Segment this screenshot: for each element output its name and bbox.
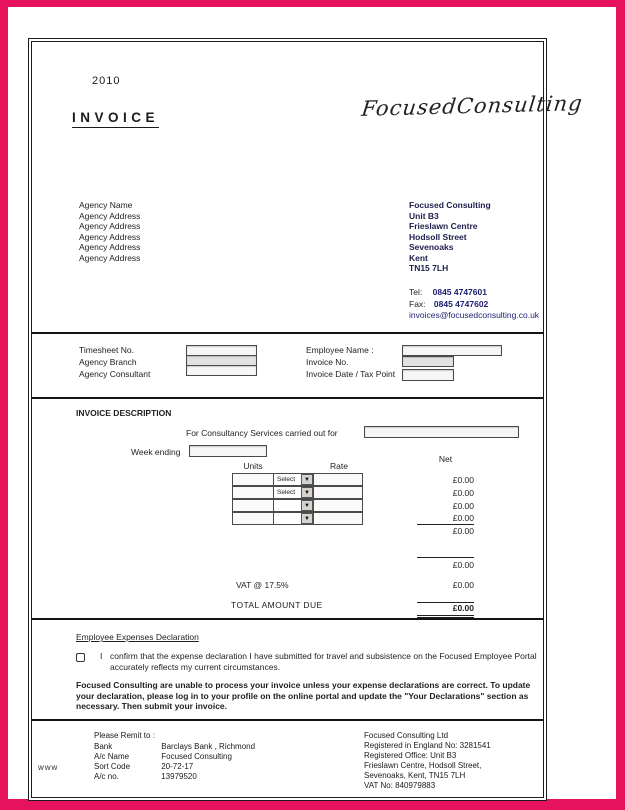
units-input[interactable]: [232, 473, 274, 486]
carried-out-label: For Consultancy Services carried out for: [186, 428, 338, 438]
invoice-date-label: Invoice Date / Tax Point: [306, 369, 396, 379]
chevron-down-icon[interactable]: ▼: [301, 487, 313, 498]
declaration-notice: Focused Consulting are unable to process your invoice unless your expense declarations are correct. To update your declaration, please log in to your profile on the online portal and update the "Your Declarations" section as necessary. Then submit your invoice.: [76, 680, 531, 711]
rate-input[interactable]: [313, 473, 363, 486]
registered-line: Registered in England No: 3281541: [364, 741, 491, 750]
units-input[interactable]: [232, 499, 274, 512]
www-mark: www: [38, 763, 59, 772]
branch-label: Agency Branch: [79, 357, 137, 367]
declaration-text: confirm that the expense declaration I have submitted for travel and subsistence on the Focused Employee Portal accurately reflects my current circumstances.: [110, 651, 537, 672]
agency-line: Agency Name: [79, 200, 133, 210]
agency-line: Agency Address: [79, 221, 141, 231]
page-title: INVOICE: [72, 110, 159, 128]
scan-background: [8, 7, 616, 799]
year-label: 2010: [92, 75, 121, 87]
vat-label: VAT @ 17.5%: [236, 580, 289, 590]
registered-line: VAT No: 840979883: [364, 781, 436, 790]
net-amount: £0.00: [452, 475, 474, 485]
bank-row-label: Sort Code: [94, 762, 131, 771]
bank-row-value: Barclays Bank , Richmond: [161, 742, 256, 751]
company-line: Kent: [409, 252, 428, 263]
registered-company-block: [364, 731, 491, 791]
description-title: INVOICE DESCRIPTION: [76, 408, 172, 418]
employee-name-field[interactable]: [402, 345, 502, 356]
net-amount: £0.00: [452, 501, 474, 511]
footer-section: [32, 721, 543, 797]
rate-column-header: Rate: [330, 461, 348, 471]
agency-line: Agency Address: [79, 210, 141, 221]
agency-consultant-field[interactable]: [186, 365, 257, 376]
bank-row: [94, 762, 255, 772]
type-select[interactable]: [273, 512, 314, 525]
declaration-section: [32, 620, 543, 721]
bank-row-value: 20-72-17: [161, 762, 194, 771]
tel-label: Tel:: [409, 287, 423, 297]
chevron-down-icon[interactable]: ▼: [301, 474, 313, 485]
company-line: Sevenoaks: [409, 242, 454, 252]
bank-row-label: Bank: [94, 742, 113, 751]
bank-row-label: A/c Name: [94, 752, 130, 761]
remit-title: Please Remit to :: [94, 731, 155, 740]
subtotal-rule: [417, 524, 474, 525]
chevron-down-icon[interactable]: ▼: [301, 500, 313, 511]
select-value: Select: [277, 476, 296, 483]
rate-input[interactable]: [313, 499, 363, 512]
company-line: Focused Consulting: [409, 200, 491, 210]
bank-row: [94, 752, 255, 762]
units-column-header: Units: [243, 461, 263, 471]
bank-row-label: A/c no.: [94, 772, 119, 781]
meta-left-fields: [186, 345, 257, 376]
units-input[interactable]: [232, 486, 274, 499]
units-input[interactable]: [232, 512, 274, 525]
week-ending-label: Week ending: [131, 447, 181, 457]
company-line: Hodsoll Street: [409, 231, 467, 242]
rate-input[interactable]: [313, 486, 363, 499]
invoice-no-label: Invoice No.: [306, 357, 349, 367]
tel-number: 0845 4747601: [432, 287, 487, 297]
agency-line: Agency Address: [79, 231, 141, 242]
net-amount: £0.00: [452, 488, 474, 498]
bank-row-value: Focused Consulting: [161, 752, 232, 761]
declaration-checkbox[interactable]: [76, 653, 85, 662]
net-amount: £0.00: [452, 513, 474, 523]
type-select[interactable]: [273, 499, 314, 512]
bank-row: [94, 772, 255, 782]
vat-amount: £0.00: [452, 580, 474, 590]
registered-line: Registered Office: Unit B3: [364, 751, 457, 760]
bank-details-block: [94, 742, 255, 782]
subtotal-amount: £0.00: [452, 526, 474, 536]
agency-line: Agency Address: [79, 252, 141, 263]
fax-number: 0845 4747602: [433, 298, 489, 309]
select-value: Select: [277, 489, 296, 496]
total-net-amount: £0.00: [452, 560, 474, 570]
registered-line: Focused Consulting Ltd: [364, 731, 449, 740]
invoice-date-field[interactable]: [402, 369, 454, 381]
company-logo: FocusedConsulting: [360, 91, 585, 121]
registered-line: Frieslawn Centre, Hodsoll Street,: [364, 761, 482, 770]
registered-line: Sevenoaks, Kent, TN15 7LH: [364, 771, 466, 780]
chevron-down-icon[interactable]: ▼: [301, 513, 313, 524]
bank-row: [94, 742, 255, 752]
carried-out-field[interactable]: [364, 426, 519, 438]
agency-line: Agency Address: [79, 242, 141, 252]
company-line: Unit B3: [409, 210, 439, 221]
bank-row-value: 13979520: [161, 772, 197, 781]
fax-label: Fax:: [409, 298, 426, 309]
net-column-header: Net: [438, 454, 453, 464]
company-line: Frieslawn Centre: [409, 221, 478, 231]
contact-block: [409, 287, 539, 321]
total-due-box: [417, 598, 474, 618]
declaration-lead: I: [100, 651, 103, 661]
invoice-no-field[interactable]: [402, 356, 454, 367]
timesheet-label: Timesheet No.: [79, 345, 134, 355]
total-due-amount: £0.00: [417, 602, 474, 618]
week-ending-field[interactable]: [189, 445, 267, 457]
total-net-rule: [417, 557, 474, 558]
email-address: invoices@focusedconsulting.co.uk: [409, 310, 540, 320]
company-address-block: [409, 200, 491, 274]
type-select[interactable]: [273, 486, 314, 499]
total-due-label: TOTAL AMOUNT DUE: [231, 600, 323, 610]
description-section: [32, 399, 543, 620]
company-line: TN15 7LH: [409, 263, 449, 273]
type-select[interactable]: [273, 473, 314, 486]
declaration-title: Employee Expenses Declaration: [76, 632, 199, 642]
consultant-label: Agency Consultant: [79, 369, 151, 379]
rate-input[interactable]: [313, 512, 363, 525]
invoice-page: [28, 38, 585, 801]
meta-section: [32, 334, 543, 399]
header-section: [32, 42, 585, 334]
employee-name-label: Employee Name :: [306, 345, 374, 355]
agency-address-block: [79, 200, 140, 263]
